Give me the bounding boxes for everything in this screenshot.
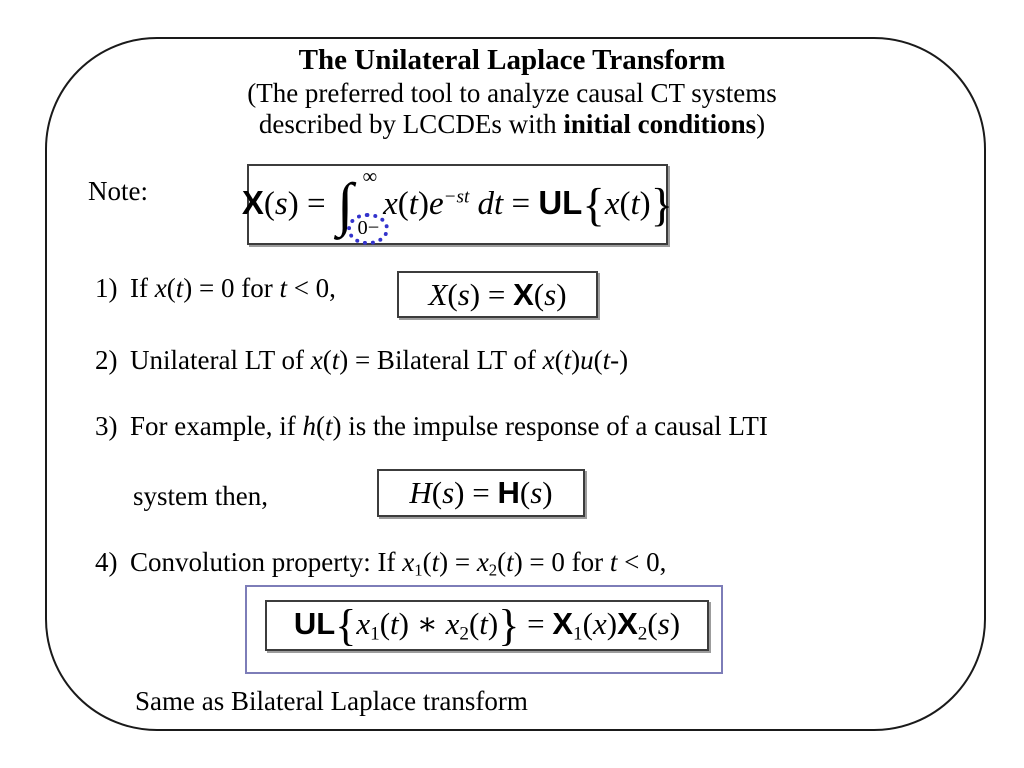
list-item-1: [95, 273, 336, 304]
item-1-number: 1): [95, 273, 118, 303]
item-3-number: 3): [95, 411, 118, 441]
list-item-4: [95, 547, 666, 581]
item-1-text: If x(t) = 0 for t < 0,: [130, 273, 336, 303]
integral-symbol: ∫ ∞ 0−: [337, 175, 378, 234]
list-item-3: [95, 411, 768, 442]
unilateral-laplace-definition-formula: X(s) = ∫ ∞ 0− $x(t)e^{-st}$ dt = UL{x(t)}: [242, 175, 673, 234]
header: [0, 42, 1024, 140]
item-2-number: 2): [95, 345, 118, 375]
note-formula-box: [241, 164, 674, 245]
subtitle-line-2-suffix: ): [756, 109, 766, 139]
item-4-number: 4): [95, 547, 118, 577]
dotted-ellipse-annotation: 0−: [347, 213, 389, 246]
subtitle-line-2-prefix: described by LCCDEs with: [258, 109, 564, 139]
subtitle-line-2: [0, 109, 1024, 140]
list-item-2: [95, 345, 628, 376]
page-title: The Unilateral Laplace Transform: [298, 44, 726, 76]
list-item-3-continuation: [133, 481, 268, 512]
identity-3-formula: H(s) = H(s): [409, 475, 553, 510]
convolution-inner-box: [265, 600, 709, 651]
footer-note: Same as Bilateral Laplace transform: [135, 686, 528, 716]
item-4-text: Convolution property: If x1(t) = x2(t) = 0 for t < 0,: [130, 547, 667, 580]
subtitle-line-1: (The preferred tool to analyze causal CT systems: [247, 78, 777, 108]
item-3-text: For example, if h(t) is the impulse response of a causal LTI: [130, 411, 768, 441]
identity-box-3: [377, 469, 585, 517]
convolution-formula: UL{x1(t) ∗ x2(t)} = X1(x)X2(s): [293, 600, 681, 650]
item-2-text: Unilateral LT of x(t) = Bilateral LT of x(t)u(t-): [130, 345, 629, 375]
identity-box-1: [397, 271, 598, 318]
note-label: Note:: [88, 176, 148, 206]
subtitle-line-2-bold: initial conditions: [563, 109, 757, 139]
item-3-continuation-text: system then,: [133, 481, 268, 511]
identity-1-formula: X(s) = X(s): [428, 276, 567, 312]
